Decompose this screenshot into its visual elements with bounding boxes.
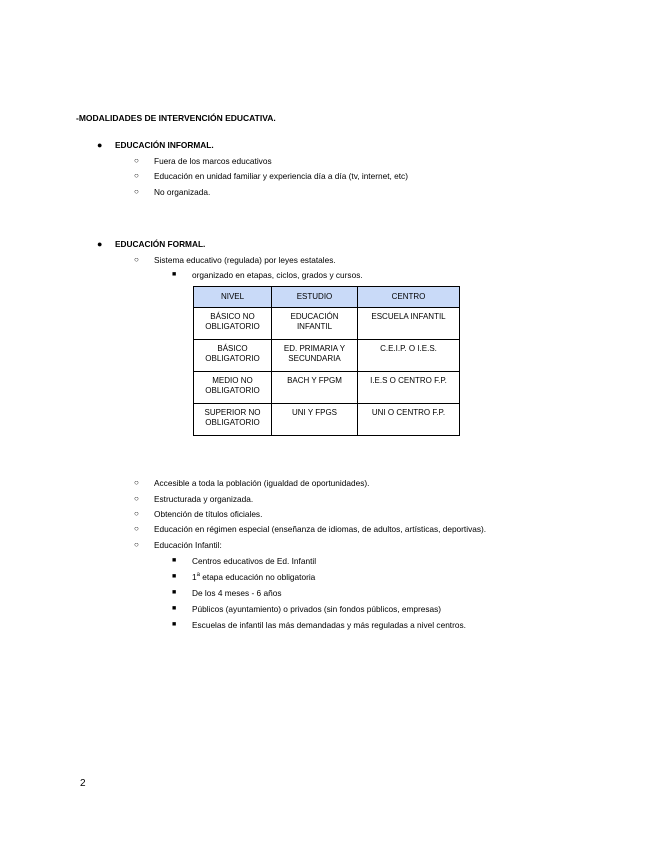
table-row [194, 340, 460, 372]
list-item-text: Estructurada y organizada. [154, 494, 254, 504]
bullet-square-icon: ■ [172, 557, 177, 564]
table-header-cell: NIVEL [194, 287, 272, 308]
bullet-circle-icon: ○ [134, 494, 139, 503]
bullet-circle-icon: ○ [134, 540, 139, 549]
list-item [172, 572, 316, 582]
list-item-text: Educación en régimen especial (enseñanza de idiomas, de adultos, artísticas, deportivas). [154, 524, 487, 534]
table-cell: SUPERIOR NO OBLIGATORIO [194, 404, 272, 436]
list-item [172, 604, 442, 614]
bullet-circle-icon: ○ [134, 478, 139, 487]
table-cell: MEDIO NO OBLIGATORIO [194, 372, 272, 404]
list-item-text: Escuelas de infantil las más demandadas y más reguladas a nivel centros. [192, 620, 466, 630]
list-item-text: Accesible a toda la población (igualdad de oportunidades). [154, 478, 370, 488]
list-item-text: Educación en unidad familiar y experiencia día a día (tv, internet, etc) [154, 171, 408, 181]
page-number: 2 [80, 778, 86, 789]
list-item [134, 156, 272, 166]
list-item [134, 494, 254, 504]
list-item [134, 540, 222, 550]
table-cell: BACH Y FPGM [272, 372, 358, 404]
bullet-disc-icon: ● [97, 239, 103, 249]
table-cell: C.E.I.P. O I.E.S. [358, 340, 460, 372]
ordinal-suffix: a [196, 572, 200, 578]
list-item-text: Educación Infantil: [154, 540, 222, 550]
list-item [134, 171, 408, 181]
table-cell: UNI O CENTRO F.P. [358, 404, 460, 436]
list-item-text: Obtención de títulos oficiales. [154, 509, 263, 519]
ordinal-rest: etapa educación no obligatoria [199, 572, 316, 582]
list-item [134, 509, 263, 519]
list-item [172, 556, 317, 566]
list-item-text: organizado en etapas, ciclos, grados y cursos. [192, 270, 363, 280]
table-cell: ED. PRIMARIA Y SECUNDARIA [272, 340, 358, 372]
bullet-circle-icon: ○ [134, 509, 139, 518]
bullet-circle-icon: ○ [134, 524, 139, 533]
table-header-cell: ESTUDIO [272, 287, 358, 308]
bullet-square-icon: ■ [172, 621, 177, 628]
list-item-text: Públicos (ayuntamiento) o privados (sin fondos públicos, empresas) [192, 604, 442, 614]
list-item-text: De los 4 meses - 6 años [192, 588, 282, 598]
bullet-square-icon: ■ [172, 589, 177, 596]
bullet-disc-icon: ● [97, 140, 103, 150]
list-item-informal [97, 140, 214, 150]
list-item [134, 478, 370, 488]
bullet-square-icon: ■ [172, 605, 177, 612]
list-item-text: Centros educativos de Ed. Infantil [192, 556, 317, 566]
bullet-circle-icon: ○ [134, 187, 139, 196]
table-row [194, 404, 460, 436]
list-item [172, 588, 282, 598]
table-cell: UNI Y FPGS [272, 404, 358, 436]
table-row [194, 372, 460, 404]
table-cell: EDUCACIÓN INFANTIL [272, 308, 358, 340]
bullet-circle-icon: ○ [134, 171, 139, 180]
bullet-square-icon: ■ [172, 271, 177, 278]
bullet-circle-icon: ○ [134, 255, 139, 264]
table-header-cell: CENTRO [358, 287, 460, 308]
list-item-text: Fuera de los marcos educativos [154, 156, 272, 166]
list-item-text: No organizada. [154, 187, 211, 197]
formal-title: EDUCACIÓN FORMAL. [115, 239, 206, 249]
bullet-circle-icon: ○ [134, 156, 139, 165]
list-item-text: Sistema educativo (regulada) por leyes estatales. [154, 255, 336, 265]
table-header-row [194, 287, 460, 308]
ordinal-number: 1 [192, 572, 197, 582]
bullet-square-icon: ■ [172, 573, 177, 580]
list-item-text [192, 572, 315, 582]
list-item [134, 524, 487, 534]
table-cell: I.E.S O CENTRO F.P. [358, 372, 460, 404]
table-row [194, 308, 460, 340]
list-item [134, 187, 211, 197]
list-item-formal [97, 239, 206, 249]
table-cell: BÁSICO NO OBLIGATORIO [194, 308, 272, 340]
list-item [172, 620, 466, 630]
section-heading: -MODALIDADES DE INTERVENCIÓN EDUCATIVA. [76, 113, 276, 123]
list-item [134, 255, 336, 265]
table-cell: ESCUELA INFANTIL [358, 308, 460, 340]
table-cell: BÁSICO OBLIGATORIO [194, 340, 272, 372]
informal-title: EDUCACIÓN INFORMAL. [115, 140, 214, 150]
education-levels-table [193, 286, 460, 436]
list-item [172, 270, 363, 280]
